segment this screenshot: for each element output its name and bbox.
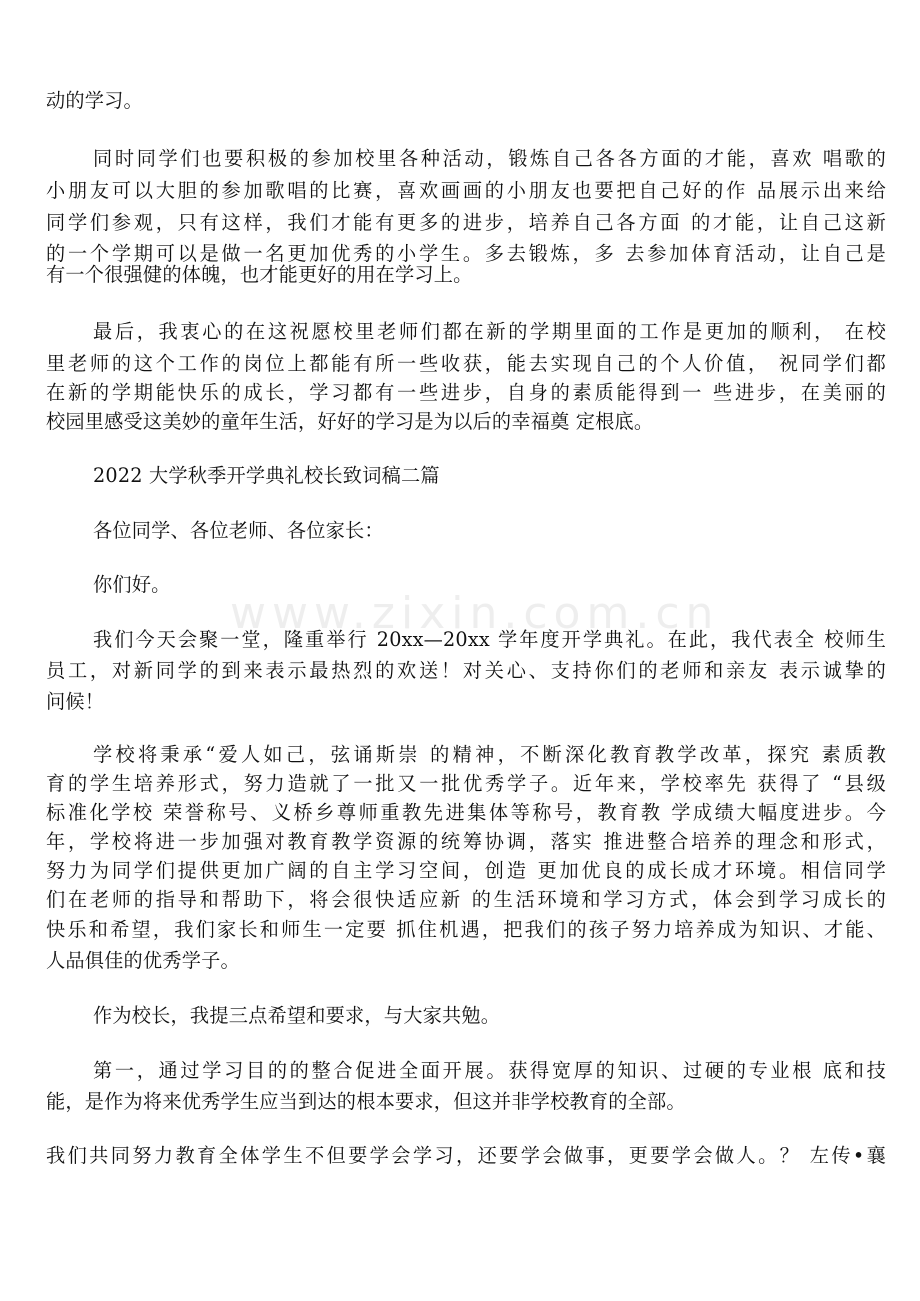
text-line: 年，学校将进一步加强对教育教学资源的统筹协调，落实 推进整合培养的理念和形式， — [46, 830, 886, 853]
text-line: 学校将秉承“爱人如己，弦诵斯崇 的精神，不断深化教育教学改革，探究 素质教 — [93, 743, 886, 766]
text-line: 动的学习。 — [46, 89, 143, 112]
text-line: 标准化学校 荣誉称号、义桥乡尊师重教先进集体等称号，教育教 学成绩大幅度进步。今 — [46, 801, 886, 824]
text-line: 员工，对新同学的到来表示最热烈的欢送！对关心、支持你们的老师和亲友 表示诚挚的 — [46, 659, 886, 682]
text-line: 努力为同学们提供更加广阔的自主学习空间，创造 更加优良的成长成才环境。相信同学 — [46, 859, 886, 882]
text-line: 有一个很强健的体魄，也才能更好的用在学习上。 — [46, 263, 473, 286]
text-line: 最后，我衷心的在这祝愿校里老师们都在新的学期里面的工作是更加的顺利， 在校 — [93, 320, 886, 343]
text-line: 问候！ — [46, 690, 105, 713]
text-line: 同学们参观，只有这样，我们才能有更多的进步，培养自己各方面 的才能，让自己这新 — [46, 211, 886, 234]
text-line: 第一，通过学习目的的整合促进全面开展。获得宽厚的知识、过硬的专业根 底和技 — [93, 1059, 886, 1082]
greeting: 你们好。 — [93, 573, 171, 596]
text-line: 校园里感受这美妙的童年生活，好好的学习是为以后的幸福奠 定根底。 — [46, 410, 654, 433]
watermark: www.zixin.com.cn — [230, 588, 720, 639]
section-title: 2022 大学秋季开学典礼校长致词稿二篇 — [93, 464, 440, 487]
text-line: 我们今天会聚一堂，隆重举行 20xx—20xx 学年度开学典礼。在此，我代表全 校师生 — [93, 628, 886, 651]
text-line: 我们共同努力教育全体学生不但要学会学习，还要学会做事，更要学会做人。？ 左传•襄 — [46, 1144, 886, 1167]
text-line: 小朋友可以大胆的参加歌唱的比赛，喜欢画画的小朋友也要把自己好的作 品展示出来给 — [46, 179, 886, 202]
text-line: 快乐和希望，我们家长和师生一定要 抓住机遇，把我们的孩子努力培养成为知识、才能、 — [46, 918, 886, 941]
text-line: 作为校长，我提三点希望和要求，与大家共勉。 — [93, 1004, 501, 1027]
text-line: 人品俱佳的优秀学子。 — [46, 949, 240, 972]
text-line: 里老师的这个工作的岗位上都能有所一些收获，能去实现自己的个人价值， 祝同学们都 — [46, 352, 886, 375]
text-line: 能，是作为将来优秀学生应当到达的根本要求，但这并非学校教育的全部。 — [46, 1090, 686, 1113]
text-line: 们在老师的指导和帮助下，将会很快适应新 的生活环境和学习方式，体会到学习成长的 — [46, 888, 886, 911]
text-line: 在新的学期能快乐的成长，学习都有一些进步，自身的素质能得到一 些进步，在美丽的 — [46, 381, 886, 404]
text-line: 同时同学们也要积极的参加校里各种活动，锻炼自己各各方面的才能，喜欢 唱歌的 — [93, 147, 886, 170]
text-line: 的一个学期可以是做一名更加优秀的小学生。多去锻炼，多 去参加体育活动，让自己是 — [46, 242, 886, 265]
text-line: 育的学生培养形式，努力造就了一批又一批优秀学子。近年来，学校率先 获得了 “县级 — [46, 772, 886, 795]
salutation: 各位同学、各位老师、各位家长： — [93, 519, 384, 542]
